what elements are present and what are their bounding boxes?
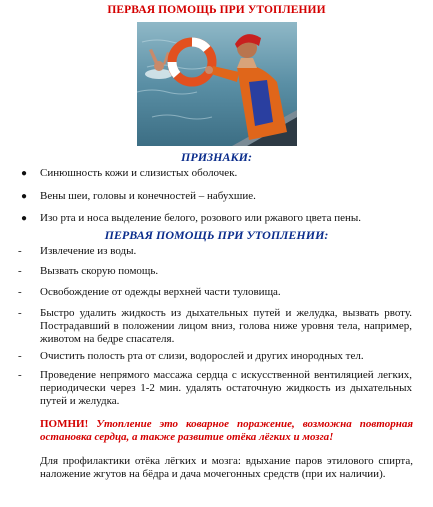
dash-marker-icon: - <box>18 265 22 277</box>
signs-heading: ПРИЗНАКИ: <box>181 150 252 164</box>
rescue-illustration <box>137 22 297 146</box>
page-title: ПЕРВАЯ ПОМОЩЬ ПРИ УТОПЛЕНИИ <box>107 4 326 16</box>
warning-text: Утопление это коварное поражение, возможна повторная остановка сердца, а также развитие отёка лёгких и мозга! <box>40 418 413 443</box>
warning-label: ПОМНИ! <box>40 418 89 430</box>
document-page: ПЕРВАЯ ПОМОЩЬ ПРИ УТОПЛЕНИИ ПРИЗНАКИ: ● Синюшность кожи и слизистых оболочек. ● Вены шеи, головы и конечностей – набухшие. ● Изо рта и носа выделение белого, розового или ржавого цвета пены. ПЕРВАЯ ПОМОЩЬ ПРИ УТОПЛЕНИИ: - Извлечение из воды. - Вызвать скорую помощь. - Освобождение от одежды верхней части туловища. - Быстро удалить жидкость из дыхательных путей и желудка, вызвать рвоту. Пострадавший в положении лицом вниз, голова ниже уровня тела, например, животом на бедре спасателя. - Очистить полость рта от слизи, водорослей и других инородных тел. - Проведение непрямого массажа сердца с искусственной вентиляцией легких, периодически через 1-2 мин. удалять остаточную жидкость из дыхательных путей и желудка. ПОМНИ! Утопление это коварное поражение, возможна повторная остановка сердца, а также развитие отёка лёгких и мозга! Для профилактики отёка лёгких и мозга: вдыхание паров этилового спирта, наложение жгутов на бёдра и дача мочегонных средств (при их наличии). <box>0 0 433 507</box>
bullet-icon: ● <box>21 213 28 224</box>
bullet-icon: ● <box>21 168 28 179</box>
first-aid-heading: ПЕРВАЯ ПОМОЩЬ ПРИ УТОПЛЕНИИ: <box>104 228 329 242</box>
bullet-icon: ● <box>21 191 28 202</box>
dash-marker-icon: - <box>18 245 22 257</box>
prevention-note: Для профилактики отёка лёгких и мозга: вдыхание паров этилового спирта, наложение жгутов на бёдра и дача мочегонных средств (при их наличии). <box>40 455 413 480</box>
rescue-photo <box>137 22 297 146</box>
dash-marker-icon: - <box>18 369 22 381</box>
dash-marker-icon: - <box>18 350 22 362</box>
dash-marker-icon: - <box>18 307 22 319</box>
dash-marker-icon: - <box>18 286 22 298</box>
warning-paragraph <box>40 418 413 444</box>
